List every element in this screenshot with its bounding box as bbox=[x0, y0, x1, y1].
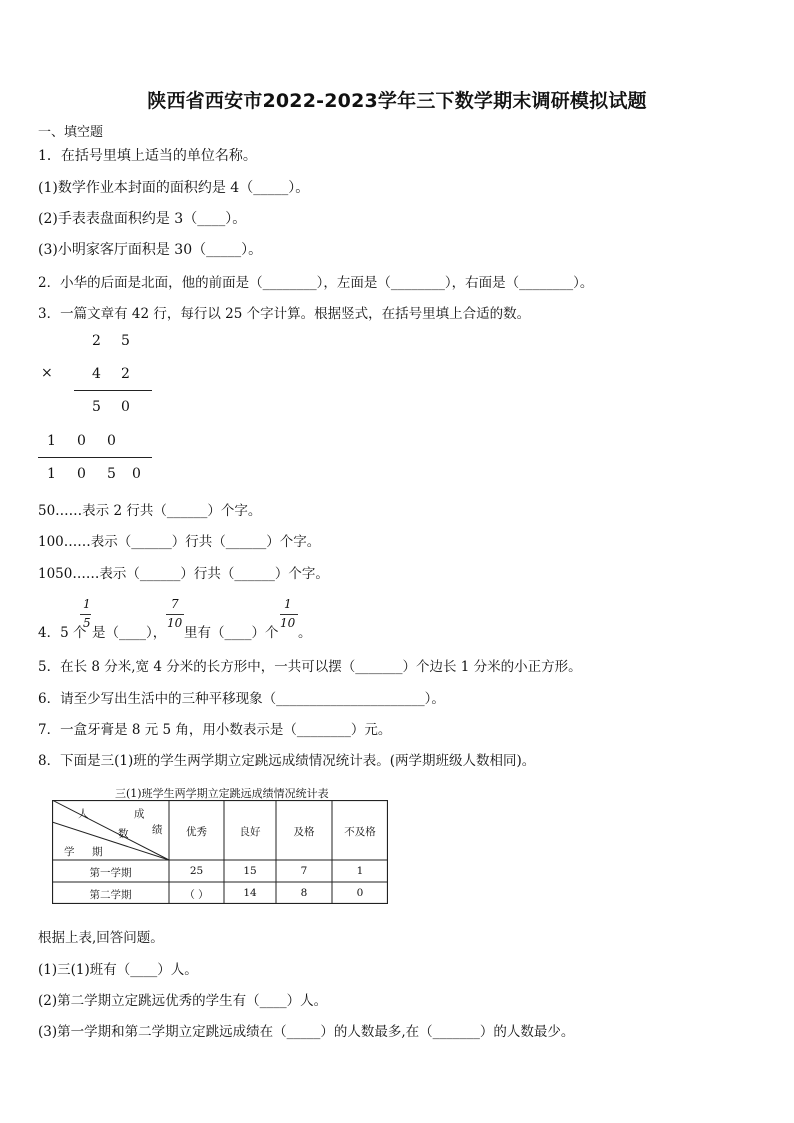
digit: 0 bbox=[121, 399, 130, 415]
digit: 5 bbox=[107, 466, 116, 482]
q8-b: (2)第二学期立定跳远优秀的学生有（____）人。 bbox=[38, 993, 328, 1009]
table-cell: 1 bbox=[356, 865, 364, 877]
digit: 0 bbox=[132, 466, 141, 482]
digit: 0 bbox=[107, 433, 116, 449]
row-label: 第一学期 bbox=[89, 867, 132, 879]
rule bbox=[74, 390, 152, 391]
table-cell: 7 bbox=[300, 865, 308, 877]
q4-t4: 。 bbox=[298, 625, 312, 641]
q8-intro: 根据上表,回答问题。 bbox=[38, 930, 164, 946]
q1-stem: 1．在括号里填上适当的单位名称。 bbox=[38, 148, 257, 164]
q7: 7．一盒牙膏是 8 元 5 角，用小数表示是（________）元。 bbox=[38, 722, 392, 738]
header-cell: 不及格 bbox=[344, 826, 376, 838]
page-title: 陕西省西安市2022-2023学年三下数学期末调研模拟试题 bbox=[147, 90, 647, 112]
corner-xue: 学 bbox=[64, 846, 75, 858]
q3-l3: 1050……表示（______）行共（______）个字。 bbox=[38, 566, 329, 582]
stats-table bbox=[52, 800, 388, 904]
corner-qi: 期 bbox=[92, 846, 103, 858]
table-cell: 15 bbox=[243, 865, 257, 877]
table-caption: 三(1)班学生两学期立定跳远成绩情况统计表 bbox=[115, 787, 329, 800]
q3-l2: 100……表示（______）行共（______）个字。 bbox=[38, 534, 321, 550]
fraction-2-numerator: 7 bbox=[171, 597, 179, 611]
q3-stem: 3．一篇文章有 42 行，每行以 25 个字计算。根据竖式，在括号里填上合适的数。 bbox=[38, 306, 531, 322]
section-heading: 一、填空题 bbox=[38, 125, 104, 140]
table-cell: 25 bbox=[189, 865, 204, 877]
corner-ji: 绩 bbox=[152, 824, 163, 836]
corner-ren: 人 bbox=[78, 808, 89, 820]
fraction-3-denominator: 10 bbox=[280, 616, 296, 630]
header-cell: 及格 bbox=[293, 826, 315, 838]
q4-t2: 是（____）， bbox=[92, 625, 167, 641]
fraction-bar bbox=[80, 614, 91, 615]
header-cell: 优秀 bbox=[186, 826, 207, 838]
q1-b: (2)手表表盘面积约是 3（____）。 bbox=[38, 211, 247, 227]
fraction-1-denominator: 5 bbox=[83, 616, 91, 630]
digit: 4 bbox=[92, 366, 101, 382]
times-sign: × bbox=[41, 365, 53, 381]
table-cell: 8 bbox=[300, 887, 308, 899]
fraction-1-numerator: 1 bbox=[83, 597, 91, 611]
q8-a: (1)三(1)班有（____）人。 bbox=[38, 962, 198, 978]
q8-stem: 8．下面是三(1)班的学生两学期立定跳远成绩情况统计表。(两学期班级人数相同)。 bbox=[38, 753, 536, 769]
table-cell: 14 bbox=[243, 887, 257, 899]
fraction-bar bbox=[166, 614, 184, 615]
digit: 5 bbox=[92, 399, 101, 415]
digit: 5 bbox=[121, 333, 130, 349]
digit: 2 bbox=[121, 366, 130, 382]
digit: 2 bbox=[92, 333, 101, 349]
q3-l1: 50……表示 2 行共（______）个字。 bbox=[38, 503, 262, 519]
corner-shu: 数 bbox=[118, 828, 129, 840]
table-cell: （ ） bbox=[184, 889, 209, 901]
row-label: 第二学期 bbox=[89, 889, 132, 901]
q4-t1: 4．5 个 bbox=[38, 625, 87, 641]
digit: 1 bbox=[47, 433, 56, 449]
header-cell: 良好 bbox=[239, 826, 261, 838]
fraction-bar bbox=[280, 614, 298, 615]
corner-cheng: 成 bbox=[134, 808, 145, 820]
q1-a: (1)数学作业本封面的面积约是 4（_____）。 bbox=[38, 180, 310, 196]
digit: 1 bbox=[47, 466, 56, 482]
fraction-3-numerator: 1 bbox=[284, 597, 292, 611]
q1-c: (3)小明家客厅面积是 30（_____）。 bbox=[38, 242, 263, 258]
rule bbox=[38, 457, 152, 458]
q8-c: (3)第一学期和第二学期立定跳远成绩在（_____）的人数最多,在（_______）的人数最少。 bbox=[38, 1024, 575, 1040]
q6: 6．请至少写出生活中的三种平移现象（______________________）。 bbox=[38, 691, 445, 707]
table-cell: 0 bbox=[356, 887, 364, 899]
digit: 0 bbox=[77, 433, 86, 449]
digit: 0 bbox=[77, 466, 86, 482]
q4-t3: 里有（____）个 bbox=[184, 625, 279, 641]
fraction-2-denominator: 10 bbox=[167, 616, 183, 630]
q2: 2．小华的后面是北面，他的前面是（________），左面是（________），右面是（________）。 bbox=[38, 275, 594, 291]
q5: 5．在长 8 分米,宽 4 分米的长方形中，一共可以摆（_______）个边长 1 分米的小正方形。 bbox=[38, 659, 582, 675]
